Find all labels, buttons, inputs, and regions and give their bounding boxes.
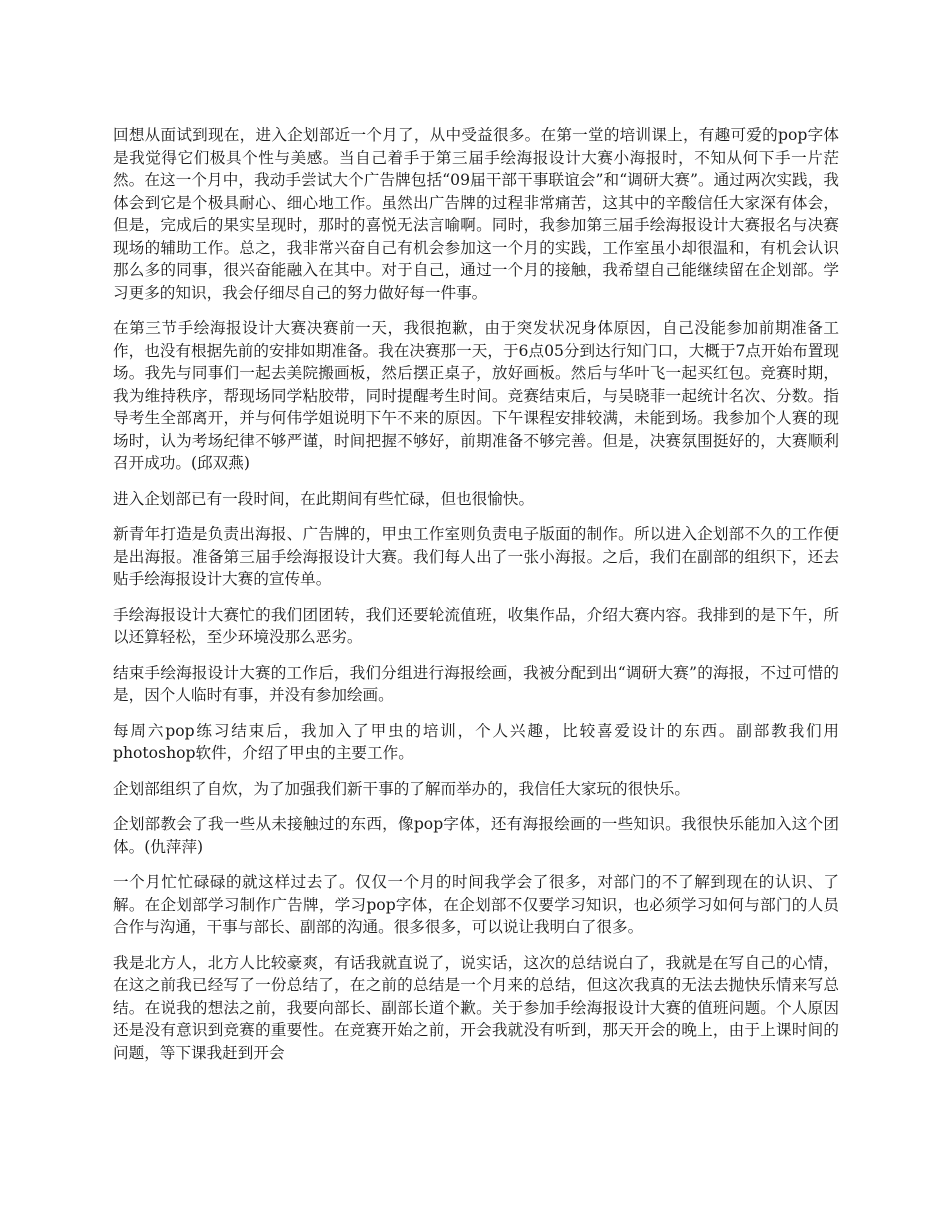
paragraph: 我是北方人，北方人比较豪爽，有话我就直说了，说实话，这次的总结说白了，我就是在写自己的心情，在这之前我已经写了一份总结了，在之前的总结是一个月来的总结，但这次我真的无法去抛快乐情来写总结。在说我的想法之前，我要向部长、副部长道个歉。关于参加手绘海报设计大赛的值班问题。个人原因还是没有意识到竞赛的重要性。在竞赛开始之前，开会我就没有听到，那天开会的晚上，由于上课时间的问题，等下课我赶到开会 <box>113 953 839 1062</box>
paragraph: 每周六pop练习结束后，我加入了甲虫的培训，个人兴趣，比较喜爱设计的东西。副部教我们用photoshop软件，介绍了甲虫的主要工作。 <box>113 721 839 762</box>
paragraph: 回想从面试到现在，进入企划部近一个月了，从中受益很多。在第一堂的培训课上，有趣可爱的pop字体是我觉得它们极具个性与美感。当自己着手于第三届手绘海报设计大赛小海报时，不知从何下手一片茫然。在这一个月中，我动手尝试大个广告牌包括“09届干部干事联谊会”和“调研大赛”。通过两次实践，我体会到它是个极具耐心、细心地工作。虽然出广告牌的过程非常痛苦，这其中的辛酸信任大家深有体会，但是，完成后的果实呈现时，那时的喜悦无法言喻啊。同时，我参加第三届手绘海报设计大赛报名与决赛现场的辅助工作。总之，我非常兴奋自己有机会参加这一个月的实践，工作室虽小却很温和，有机会认识那么多的同事，很兴奋能融入在其中。对于自己，通过一个月的接触，我希望自己能继续留在企划部。学习更多的知识，我会仔细尽自己的努力做好每一件事。 <box>113 126 839 302</box>
paragraph: 结束手绘海报设计大赛的工作后，我们分组进行海报绘画，我被分配到出“调研大赛”的海报，不过可惜的是，因个人临时有事，并没有参加绘画。 <box>113 663 839 704</box>
paragraph: 手绘海报设计大赛忙的我们团团转，我们还要轮流值班，收集作品，介绍大赛内容。我排到的是下午，所以还算轻松，至少环境没那么恶劣。 <box>113 605 839 646</box>
document-body <box>113 124 839 1077</box>
paragraph: 进入企划部已有一段时间，在此期间有些忙碌，但也很愉快。 <box>113 489 535 508</box>
paragraph: 在第三节手绘海报设计大赛决赛前一天，我很抱歉，由于突发状况身体原因，自己没能参加前期准备工作，也没有根据先前的安排如期准备。我在决赛那一天，于6点05分到达行知门口，大概于7点开始布置现场。我先与同事们一起去美院搬画板，然后摆正桌子，放好画板。然后与华叶飞一起买红包。竞赛时期，我为维持秩序，帮现场同学粘胶带，同时提醒考生时间。竞赛结束后，与吴晓菲一起统计名次、分数。指导考生全部离开，并与何伟学姐说明下午不来的原因。下午课程安排较满，未能到场。我参加个人赛的现场时，认为考场纪律不够严谨，时间把握不够好，前期准备不够完善。但是，决赛氛围挺好的，大赛顺利召开成功。(邱双燕) <box>113 319 839 472</box>
paragraph: 企划部教会了我一些从未接触过的东西，像pop字体，还有海报绘画的一些知识。我很快乐能加入这个团体。(仇萍萍) <box>113 815 839 856</box>
paragraph: 企划部组织了自炊，为了加强我们新干事的了解而举办的，我信任大家玩的很快乐。 <box>113 779 690 798</box>
paragraph: 一个月忙忙碌碌的就这样过去了。仅仅一个月的时间我学会了很多，对部门的不了解到现在的认识、了解。在企划部学习制作广告牌，学习pop字体，在企划部不仅要学习知识，也必须学习如何与部门的人员合作与沟通，干事与部长、副部的沟通。很多很多，可以说让我明白了很多。 <box>113 873 839 936</box>
paragraph: 新青年打造是负责出海报、广告牌的，甲虫工作室则负责电子版面的制作。所以进入企划部不久的工作便是出海报。准备第三届手绘海报设计大赛。我们每人出了一张小海报。之后，我们在副部的组织下，还去贴手绘海报设计大赛的宣传单。 <box>113 525 839 588</box>
